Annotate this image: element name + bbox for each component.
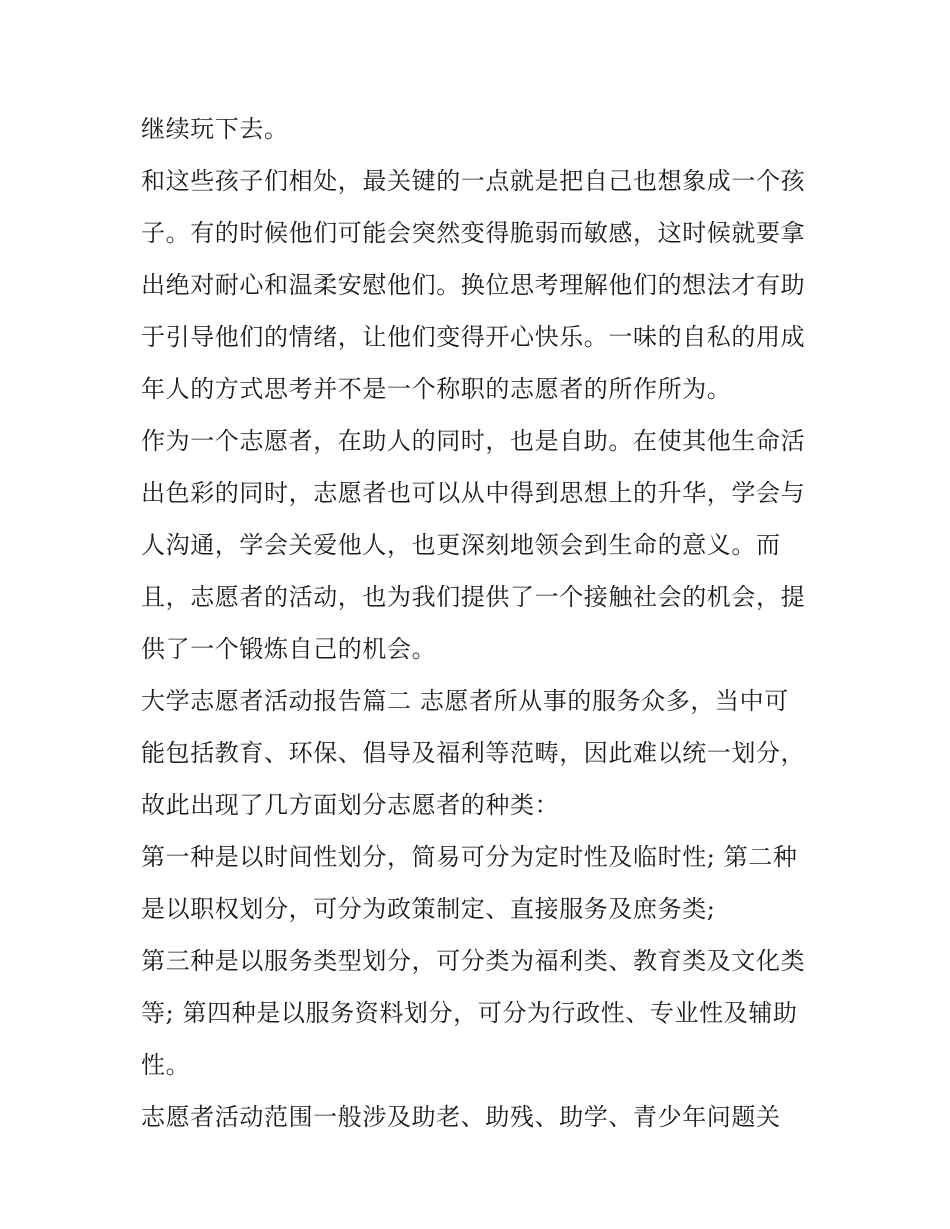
text-line: 和这些孩子们相处，最关键的一点就是把自己也想象成一个孩 — [141, 167, 806, 195]
text-line: 出绝对耐心和温柔安慰他们。换位思考理解他们的想法才有助 — [141, 271, 806, 299]
text-line: 大学志愿者活动报告篇二 志愿者所从事的服务众多，当中可 — [141, 687, 789, 715]
text-line: 于引导他们的情绪，让他们变得开心快乐。一味的自私的用成 — [141, 323, 806, 351]
text-line: 作为一个志愿者，在助人的同时，也是自助。在使其他生命活 — [141, 427, 806, 455]
text-line: 年人的方式思考并不是一个称职的志愿者的所作所为。 — [141, 375, 732, 403]
text-line: 人沟通，学会关爱他人，也更深刻地领会到生命的意义。而 — [141, 531, 781, 559]
text-line: 能包括教育、环保、倡导及福利等范畴，因此难以统一划分， — [141, 739, 806, 767]
text-line: 出色彩的同时，志愿者也可以从中得到思想上的升华，学会与 — [141, 479, 806, 507]
text-line: 故此出现了几方面划分志愿者的种类： — [141, 791, 560, 819]
text-line: 且，志愿者的活动，也为我们提供了一个接触社会的机会，提 — [141, 583, 806, 611]
text-line: 子。有的时候他们可能会突然变得脆弱而敏感，这时候就要拿 — [141, 219, 806, 247]
text-line: 是以职权划分，可分为政策制定、直接服务及庶务类; — [141, 895, 716, 923]
text-line: 性。 — [141, 1051, 191, 1079]
text-line: 继续玩下去。 — [141, 115, 289, 143]
text-line: 等; 第四种是以服务资料划分，可分为行政性、专业性及辅助 — [141, 999, 798, 1027]
text-line: 供了一个锻炼自己的机会。 — [141, 635, 437, 663]
text-line: 第一种是以时间性划分，简易可分为定时性及临时性; 第二种 — [141, 843, 798, 871]
text-line: 志愿者活动范围一般涉及助老、助残、助学、青少年问题关 — [141, 1103, 781, 1131]
text-line: 第三种是以服务类型划分，可分类为福利类、教育类及文化类 — [141, 947, 806, 975]
